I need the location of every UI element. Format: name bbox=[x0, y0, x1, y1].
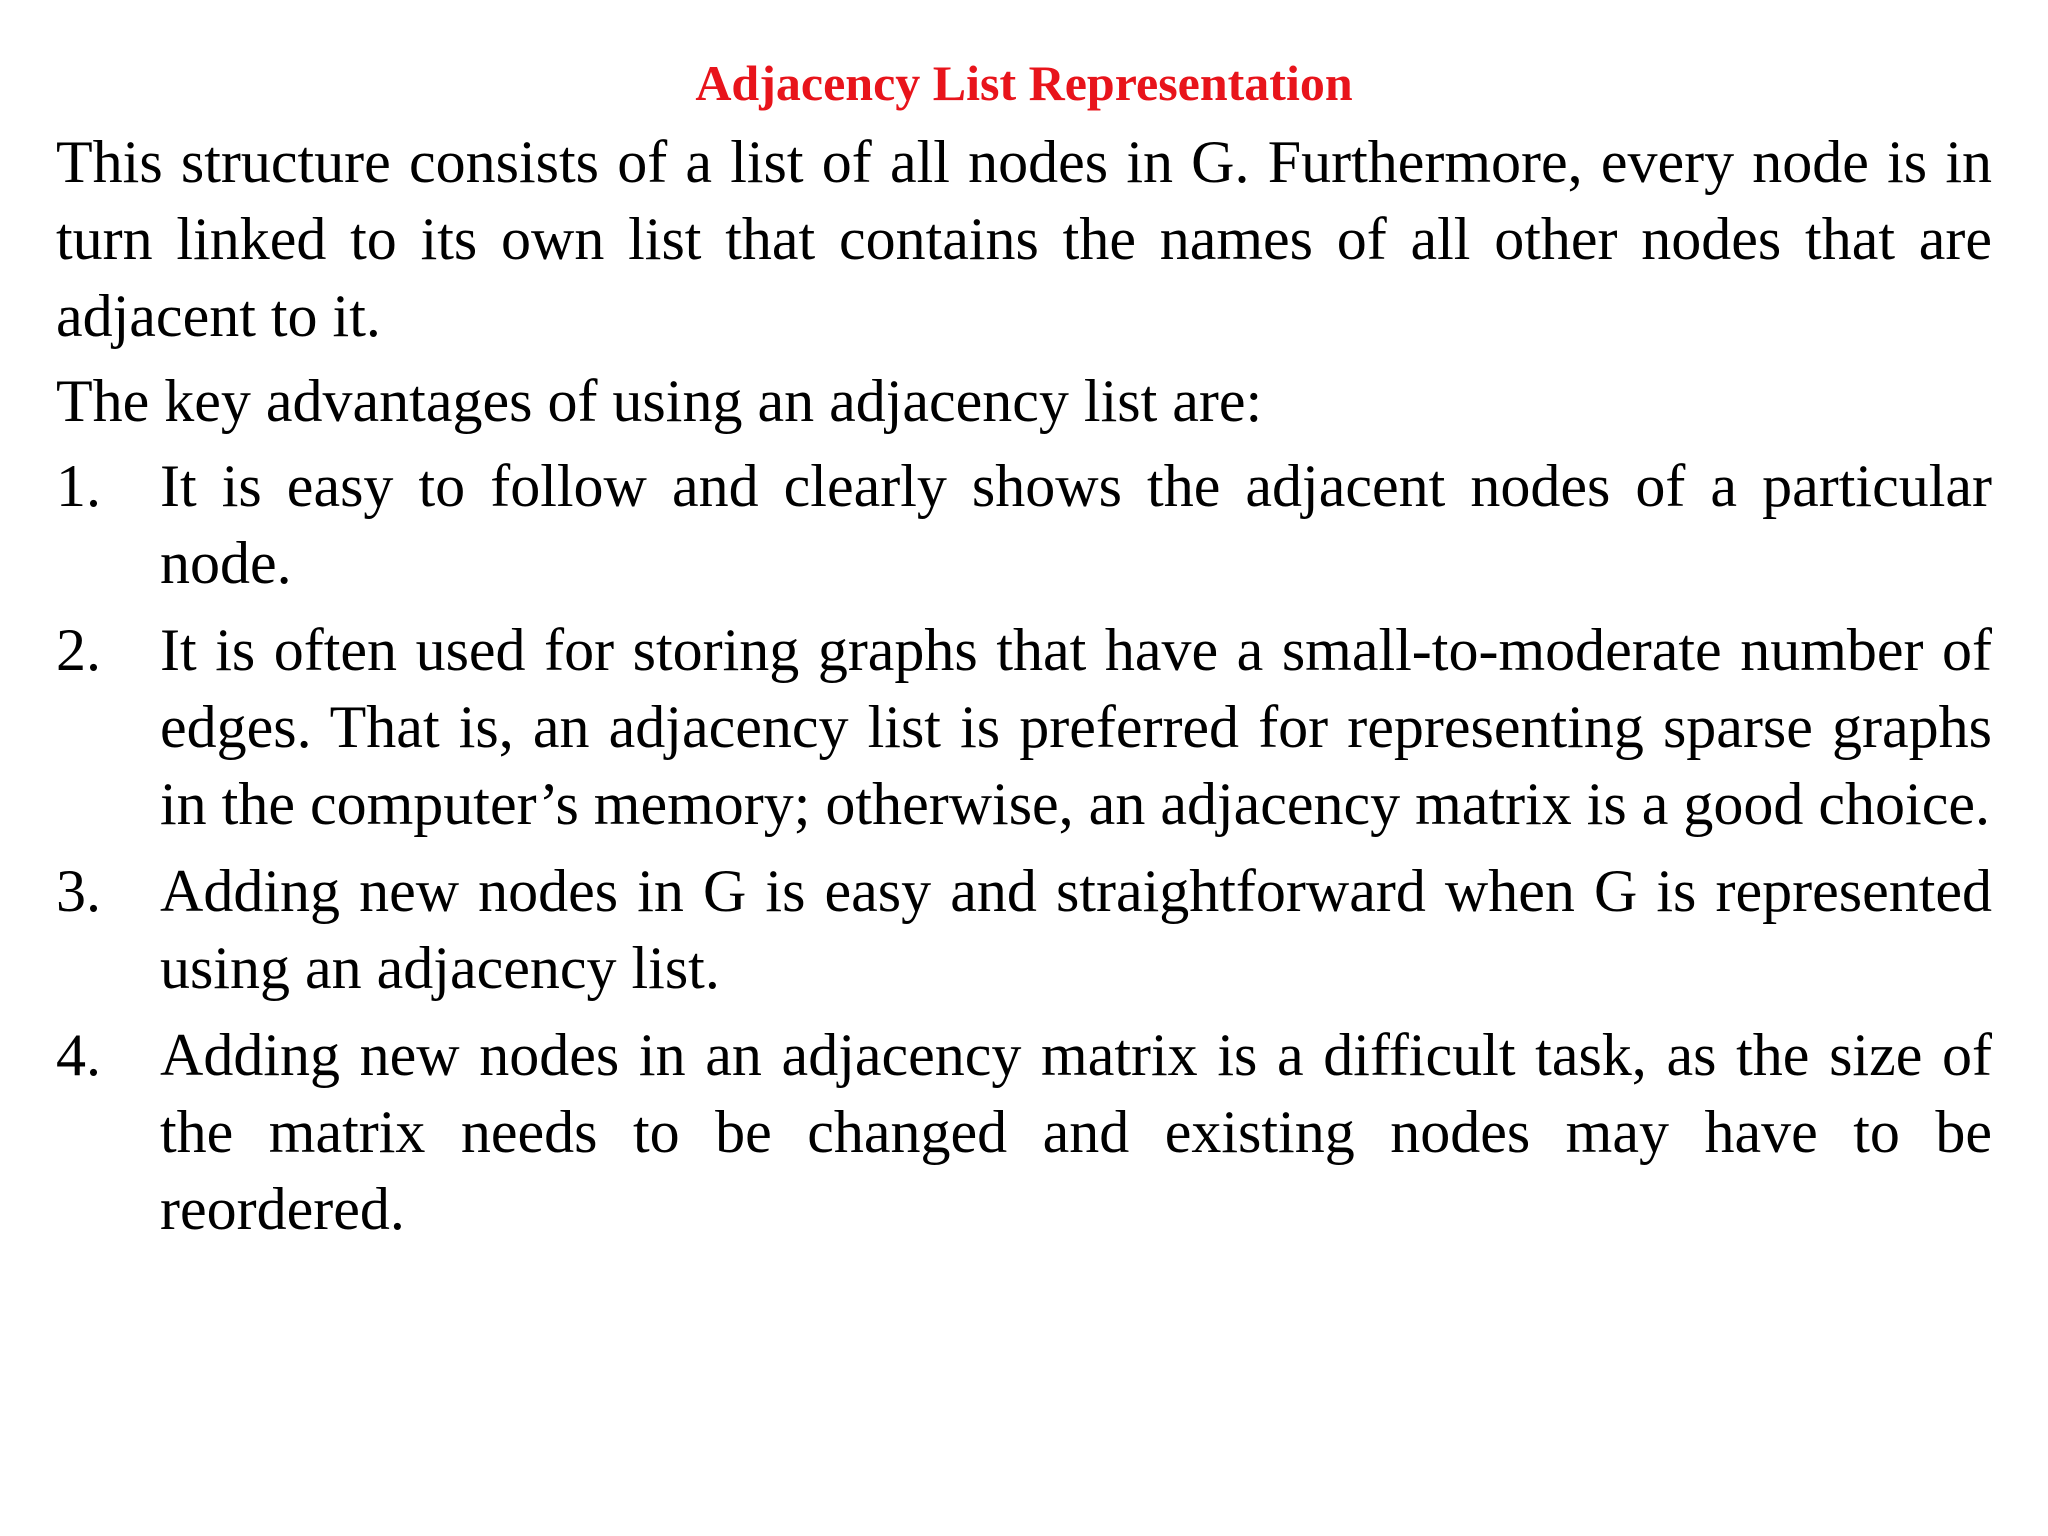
list-item bbox=[56, 1017, 1992, 1248]
list-item-number: 4. bbox=[56, 1022, 101, 1088]
list-item-number: 3. bbox=[56, 858, 101, 924]
slide-title: Adjacency List Representation bbox=[695, 55, 1353, 111]
list-item-text: It is often used for storing graphs that have a small-to-moderate number of edges. That is, an adjacency list is preferred for representing sparse graphs in the computer’s memory; otherwise, an adjacency matrix is a good choice. bbox=[160, 617, 1992, 837]
list-item-text: Adding new nodes in G is easy and straightforward when G is represented using an adjacency list. bbox=[160, 858, 1992, 1001]
list-item-text: Adding new nodes in an adjacency matrix is a difficult task, as the size of the matrix needs to be changed and existing nodes may have to be reordered. bbox=[160, 1022, 1992, 1242]
list-item bbox=[56, 853, 1992, 1007]
list-item-number: 2. bbox=[56, 617, 101, 683]
intro-paragraph: This structure consists of a list of all nodes in G. Furthermore, every node is in turn linked to its own list that contains the names of all other nodes that are adjacent to it. bbox=[56, 129, 1992, 349]
advantages-list bbox=[56, 448, 1992, 1248]
list-item bbox=[56, 612, 1992, 843]
list-item-number: 1. bbox=[56, 453, 101, 519]
list-item bbox=[56, 448, 1992, 602]
advantages-heading: The key advantages of using an adjacency list are: bbox=[56, 368, 1263, 434]
list-item-text: It is easy to follow and clearly shows the adjacent nodes of a particular node. bbox=[160, 453, 1992, 596]
